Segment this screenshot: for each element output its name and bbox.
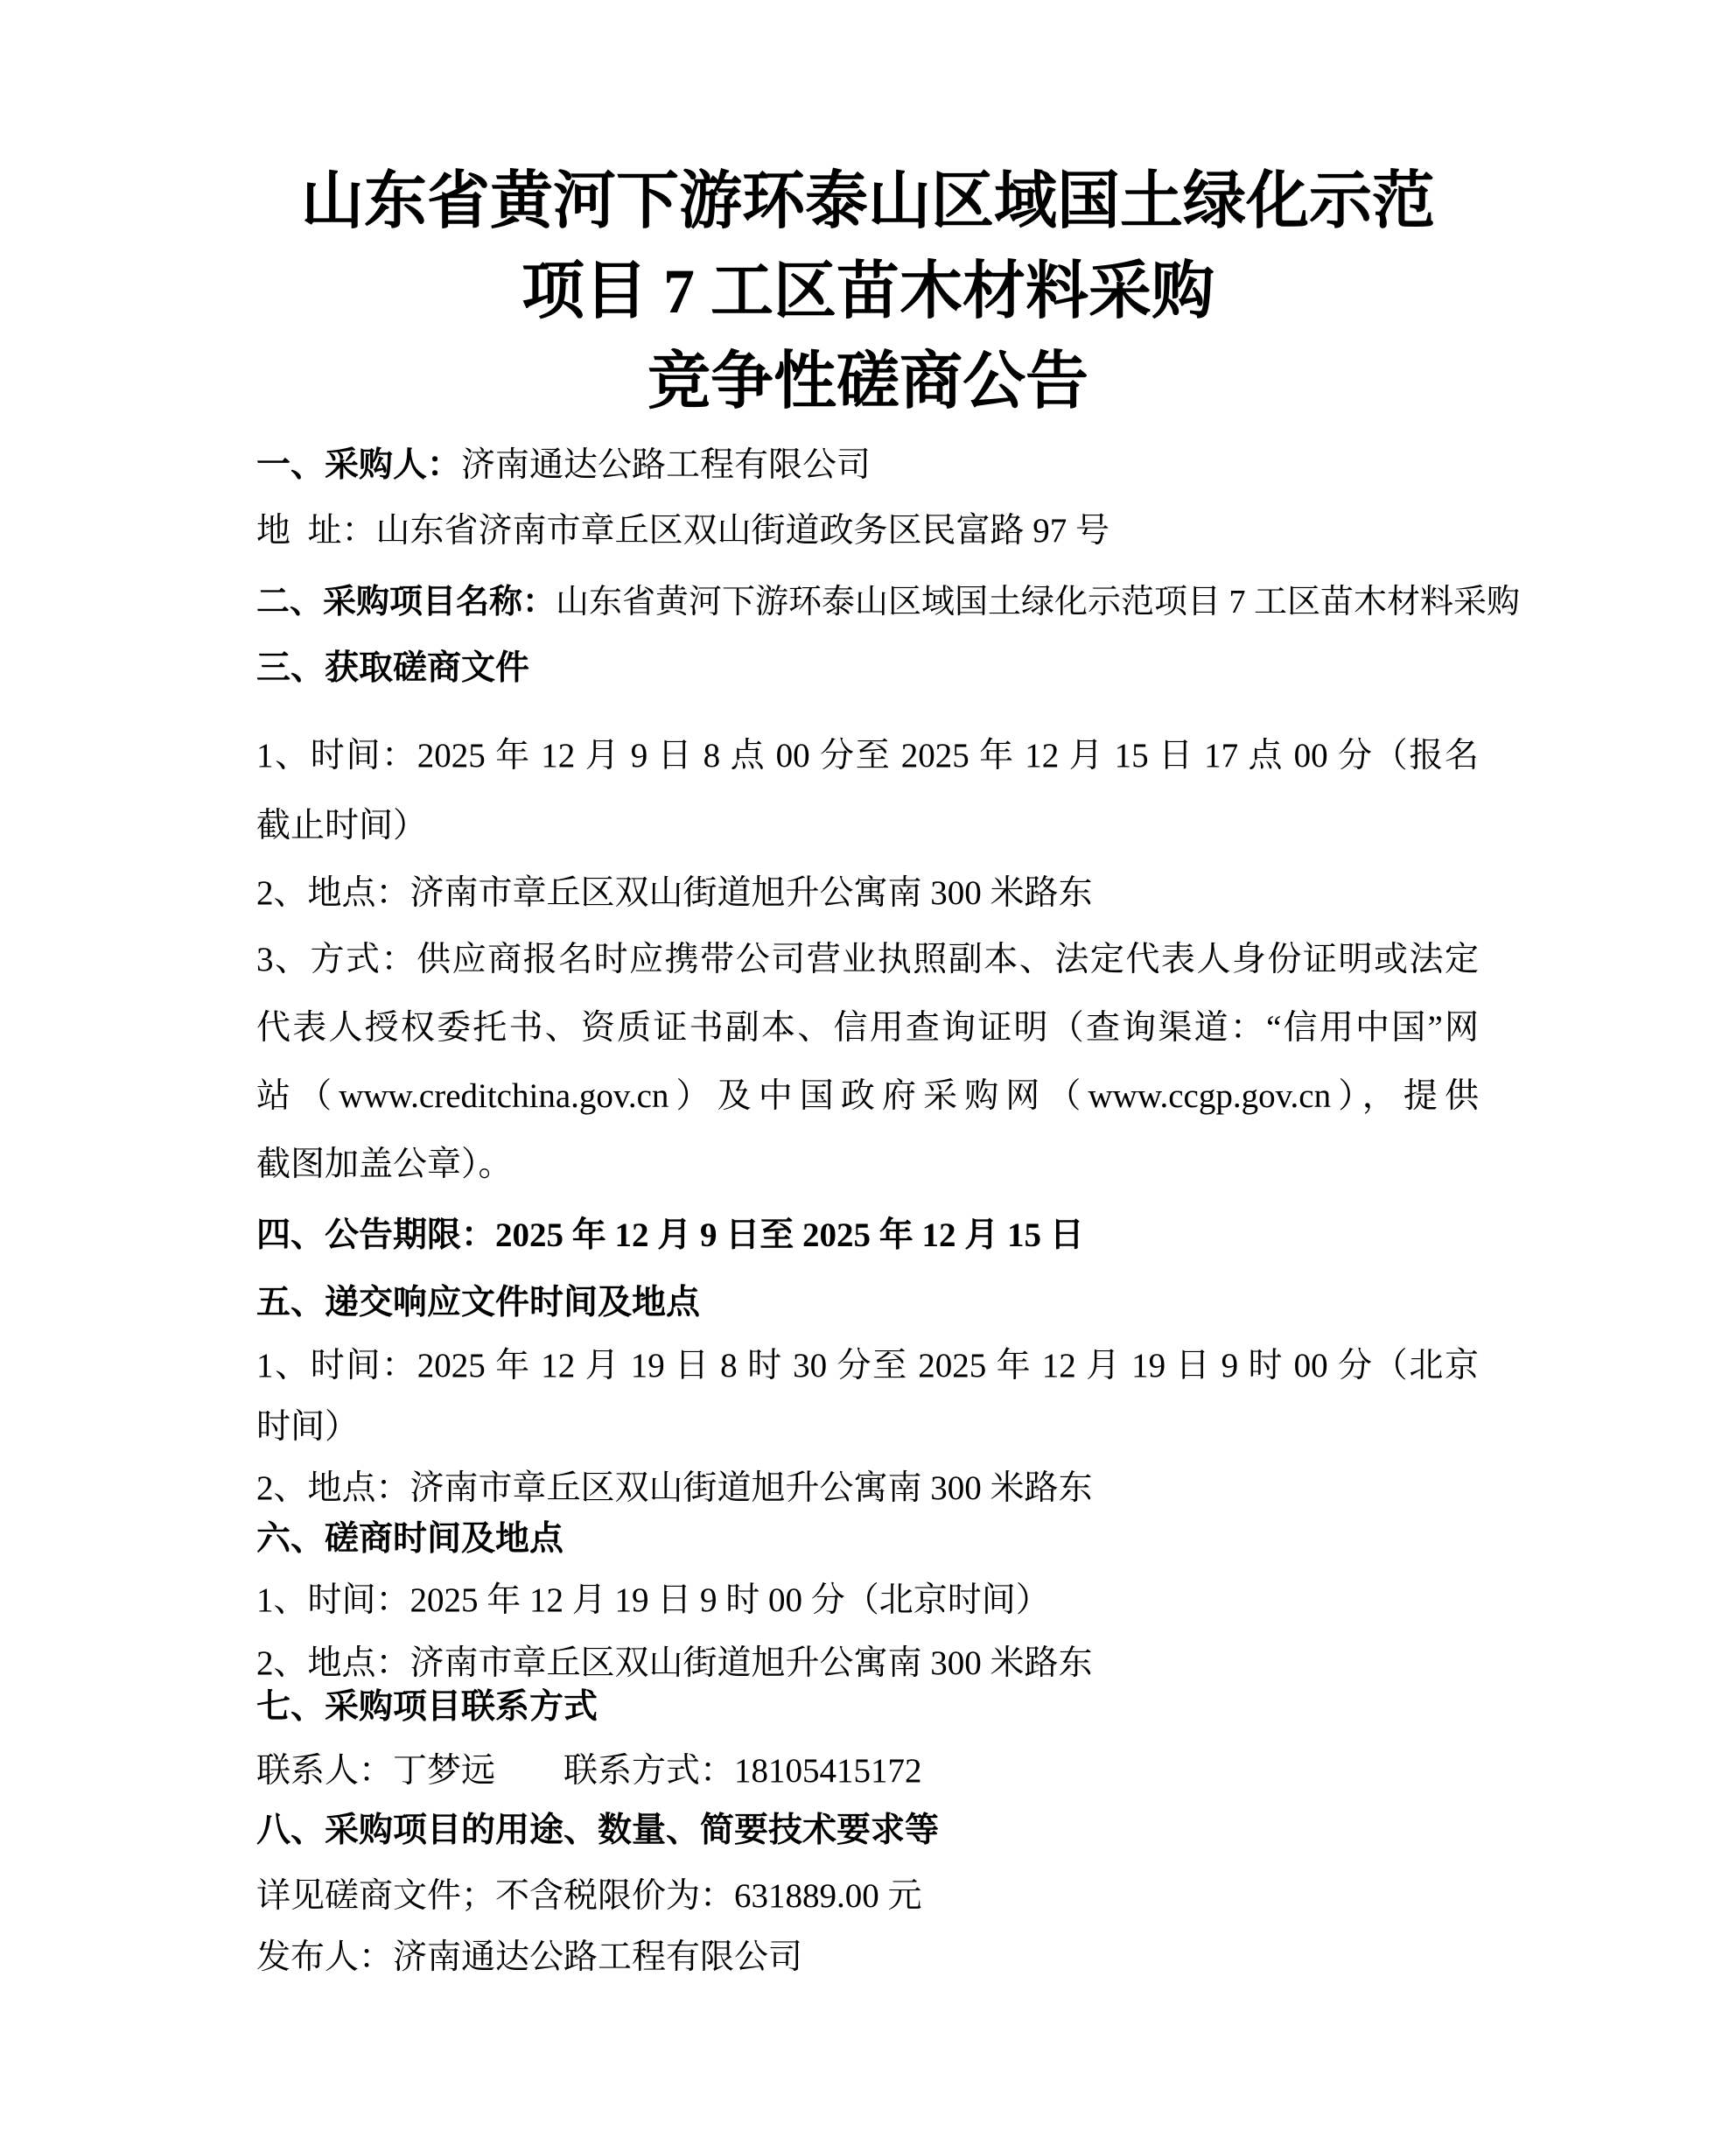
section6-place-line: 2、地点：济南市章丘区双山街道旭升公寓南 300 米路东 bbox=[256, 1644, 1093, 1682]
section8-header: 八、采购项目的用途、数量、简要技术要求等 bbox=[256, 1812, 940, 1849]
buyer-line bbox=[256, 445, 1479, 487]
section3-method-line3: 站（www.creditchina.gov.cn）及中国政府采购网（www.ccgp.gov.cn），提供 bbox=[256, 1077, 1479, 1115]
buyer-label: 一、采购人： bbox=[256, 446, 462, 484]
section3-time-line1: 1、时间：2025 年 12 月 9 日 8 点 00 分至 2025 年 12 月 15 日 17 点 00 分（报名 bbox=[256, 737, 1479, 775]
section3-method-line4: 截图加盖公章）。 bbox=[256, 1146, 513, 1183]
section4-header: 四、公告期限：2025 年 12 月 9 日至 2025 年 12 月 15 日 bbox=[256, 1216, 1084, 1254]
section5-time-line1: 1、时间：2025 年 12 月 19 日 8 时 30 分至 2025 年 12 月 19 日 9 时 00 分（北京 bbox=[256, 1347, 1479, 1384]
section6-time-line: 1、时间：2025 年 12 月 19 日 9 时 00 分（北京时间） bbox=[256, 1581, 1050, 1619]
publisher-line: 发布人：济南通达公路工程有限公司 bbox=[256, 1938, 803, 1976]
project-name-line bbox=[256, 582, 1520, 624]
section5-header: 五、递交响应文件时间及地点 bbox=[256, 1284, 701, 1321]
title-line-1: 山东省黄河下游环泰山区域国土绿化示范 bbox=[300, 166, 1435, 236]
title-line-3: 竞争性磋商公告 bbox=[647, 347, 1088, 417]
address-line: 地 址：山东省济南市章丘区双山街道政务区民富路 97 号 bbox=[256, 512, 1110, 550]
price-limit-line: 详见磋商文件；不含税限价为：631889.00 元 bbox=[256, 1877, 922, 1915]
section6-header: 六、磋商时间及地点 bbox=[256, 1520, 564, 1558]
section3-place-line: 2、地点：济南市章丘区双山街道旭升公寓南 300 米路东 bbox=[256, 874, 1093, 912]
project-name-value: 山东省黄河下游环泰山区域国土绿化示范项目 7 工区苗木材料采购 bbox=[556, 584, 1521, 620]
contact-line: 联系人：丁梦远 联系方式：18105415172 bbox=[256, 1752, 922, 1790]
section7-header: 七、采购项目联系方式 bbox=[256, 1688, 598, 1726]
section3-time-line2: 截止时间） bbox=[256, 807, 428, 845]
buyer-value: 济南通达公路工程有限公司 bbox=[461, 446, 872, 484]
section3-method-line2: 代表人授权委托书、资质证书副本、信用查询证明（查询渠道：“信用中国”网 bbox=[256, 1009, 1479, 1047]
title-line-2: 项目 7 工区苗木材料采购 bbox=[521, 256, 1214, 326]
section5-place-line: 2、地点：济南市章丘区双山街道旭升公寓南 300 米路东 bbox=[256, 1469, 1093, 1507]
section3-header: 三、获取磋商文件 bbox=[256, 649, 530, 687]
project-name-label: 二、采购项目名称： bbox=[256, 584, 556, 620]
section3-method-line1: 3、方式：供应商报名时应携带公司营业执照副本、法定代表人身份证明或法定 bbox=[256, 941, 1479, 978]
section5-time-line2: 时间） bbox=[256, 1408, 360, 1446]
